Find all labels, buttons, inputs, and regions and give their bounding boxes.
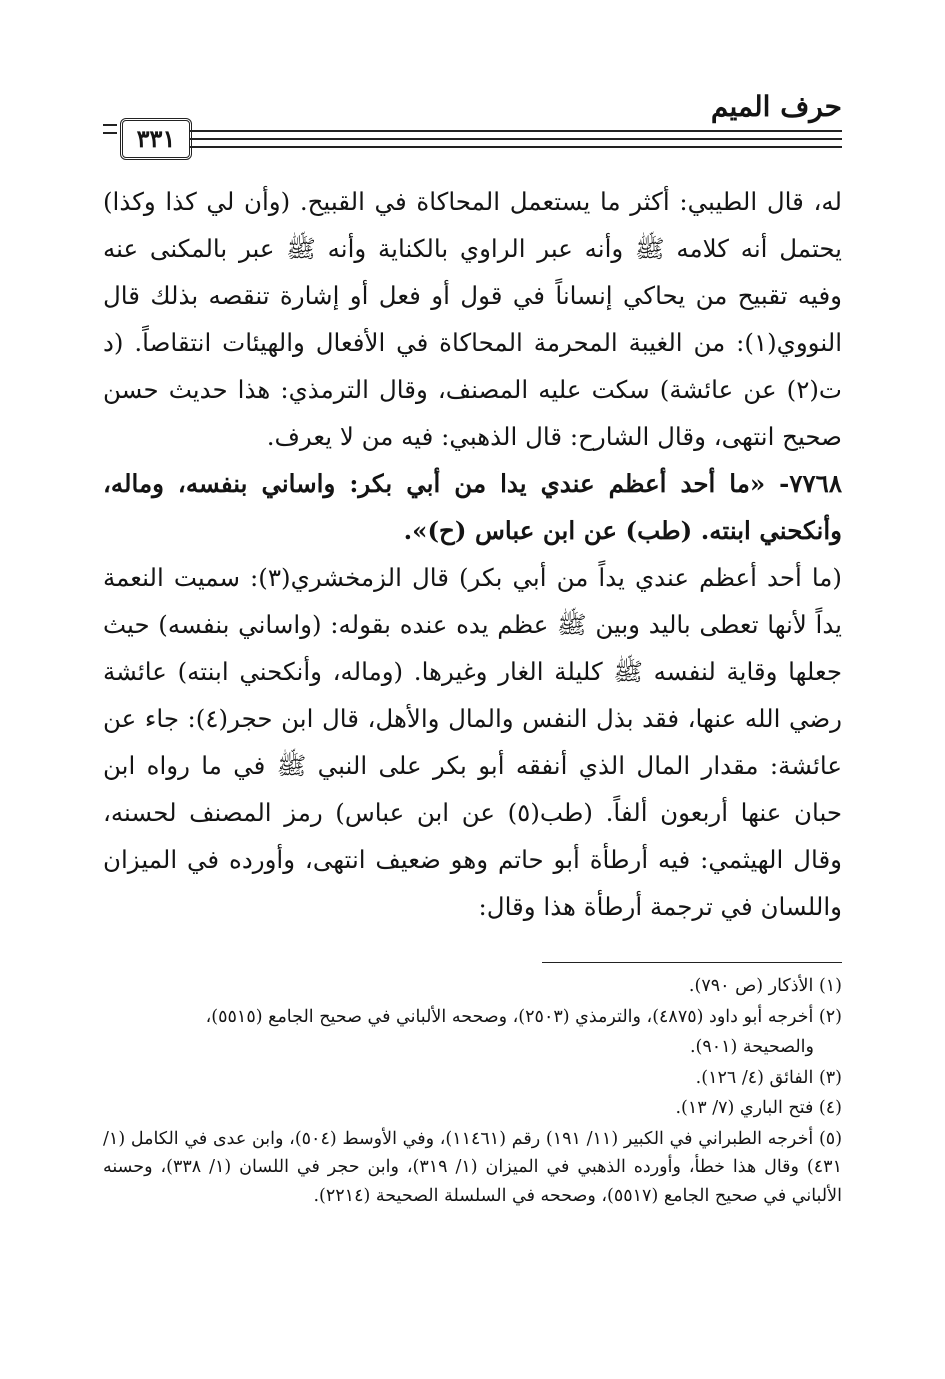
header-rule [190, 146, 842, 148]
footnote: (٣) الفائق (٤/ ١٢٦). [695, 1067, 842, 1088]
paragraph: له، قال الطيبي: أكثر ما يستعمل المحاكاة في القبيح. (وأن لي كذا وكذا) يحتمل أنه كلامه ﷺ وأنه عبر الراوي بالكناية وأنه ﷺ عبر بالمكنى عنه وفيه تقبيح من يحاكي إنساناً في قول أو فعل أو إشارة تنقصه بذلك قال النووي(١): من الغيبة المحرمة المحاكاة في الأفعال والهيئات انتقاصاً. (د ت(٢) عن عائشة) سكت عليه المصنف، وقال الترمذي: هذا حديث حسن صحيح انتهى، وقال الشارح: قال الذهبي: فيه من لا يعرف. [103, 187, 842, 451]
footnote: (٢) أخرجه أبو داود (٤٨٧٥)، والترمذي (٢٥٠٣)، وصححه الألباني في صحيح الجامع (٥٥١٥)، [205, 1006, 842, 1027]
footnote: (١) الأذكار (ص ٧٩٠). [688, 976, 842, 996]
footnotes [103, 972, 842, 1212]
footnote-continuation: والصحيحة (٩٠١). [689, 1037, 814, 1057]
footnote: (٤) فتح الباري (٧/ ١٣). [675, 1098, 842, 1118]
running-header-title: حرف الميم [710, 90, 842, 123]
header-rule [190, 138, 842, 140]
main-text [103, 178, 842, 930]
paragraph: (ما أحد أعظم عندي يداً من أبي بكر) قال الزمخشري(٣): سميت النعمة يداً لأنها تعطى باليد وبين ﷺ عظم يده عنده بقوله: (واساني بنفسه) حيث جعلها وقاية لنفسه ﷺ كليلة الغار وغيرها. (وماله، وأنكحني ابنته) عائشة رضي الله عنها، فقد بذل النفس والمال والأهل، قال ابن حجر(٤): جاء عن عائشة: مقدار المال الذي أنفقه أبو بكر على النبي ﷺ في ما رواه ابن حبان عنها أربعون ألفاً. (طب(٥) عن ابن عباس) رمز المصنف لحسنه، وقال الهيثمي: فيه أرطأة أبو حاتم وهو ضعيف انتهى، وأورده في الميزان واللسان في ترجمة أرطأة هذا وقال: [103, 563, 842, 921]
hadith-entry: ٧٧٦٨- «ما أحد أعظم عندي يدا من أبي بكر: واساني بنفسه، وماله، وأنكحني ابنته. (طب) عن ابن عباس (ح)». [103, 469, 842, 545]
page-number: ٣٣١ [120, 118, 192, 160]
footnote: (٥) أخرجه الطبراني في الكبير (١١/ ١٩١) رقم (١١٤٦١)، وفي الأوسط (٥٠٤)، وابن عدى في الكامل (١/ ٤٣١) وقال هذا خطأ، وأورده الذهبي في الميزان (١/ ٣١٩)، وابن حجر في اللسان (١/ ٣٣٨)، وحسنه الألباني في صحيح الجامع (٥٥١٧)، وصححه في السلسلة الصحيحة (٢٢١٤). [103, 1128, 843, 1206]
footnote-separator [542, 962, 842, 963]
header-rule [190, 130, 842, 132]
header-ornament [103, 124, 117, 140]
